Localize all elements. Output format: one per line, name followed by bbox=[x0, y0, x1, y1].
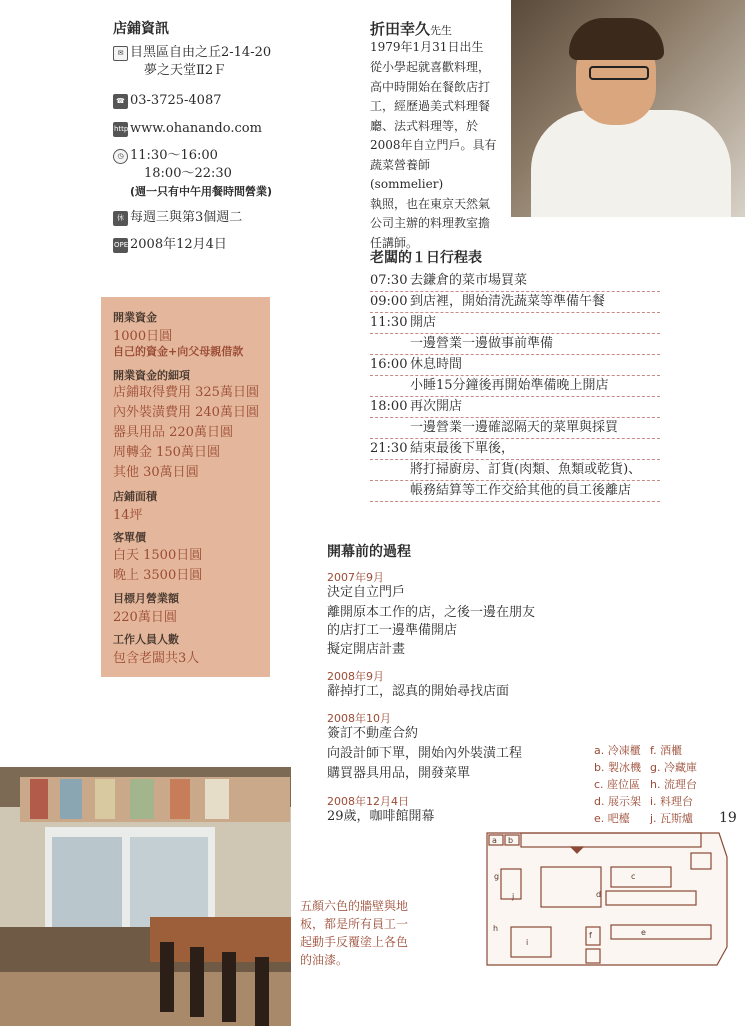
legend-item: d. 展示架 bbox=[594, 795, 641, 808]
price-night: 晚上 3500日圓 bbox=[113, 568, 203, 583]
process-text: 的店打工一邊準備開店 bbox=[327, 623, 458, 638]
plan-letter: c bbox=[631, 872, 636, 881]
legend-item: f. 酒櫃 bbox=[650, 744, 683, 757]
schedule-text: 一邊營業一邊確認隔天的菜單與採買 bbox=[410, 420, 619, 435]
schedule-row bbox=[370, 460, 660, 481]
schedule-row bbox=[370, 481, 660, 502]
schedule-text: 結束最後下單後， bbox=[410, 441, 515, 456]
bio-line: 工，經歷過美式料理餐 bbox=[370, 99, 491, 113]
process-text: 決定自立門戶 bbox=[327, 585, 406, 600]
sales-label: 目標月營業額 bbox=[113, 592, 179, 605]
floor-plan-legend bbox=[594, 742, 697, 827]
schedule-row bbox=[370, 271, 660, 292]
funding-detail-item: 器具用品 220萬日圓 bbox=[113, 425, 233, 440]
bio-line: 從小學起就喜歡料理， bbox=[370, 60, 491, 74]
address-line-1: 目黑區自由之丘2-14-20 bbox=[130, 45, 272, 60]
bio-line: 廳、法式料理等，於 bbox=[370, 118, 479, 133]
legend-item: h. 流理台 bbox=[650, 778, 697, 791]
process-text: 29歲，咖啡館開幕 bbox=[327, 809, 435, 824]
capital-note: 自己的資金+向父母親借款 bbox=[113, 345, 244, 358]
legend-item: i. 料理台 bbox=[650, 795, 694, 808]
owner-bio bbox=[370, 58, 502, 253]
legend-item: e. 吧檯 bbox=[594, 812, 630, 825]
process-heading: 開幕前的過程 bbox=[327, 544, 411, 560]
staff-label: 工作人員人數 bbox=[113, 633, 179, 646]
schedule-text: 開店 bbox=[410, 315, 437, 330]
funding-detail-item: 其他 30萬日圓 bbox=[113, 465, 199, 480]
owner-birth: 1979年1月31日出生 bbox=[370, 40, 484, 54]
schedule-text: 帳務結算等工作交給其他的員工後離店 bbox=[410, 483, 632, 498]
plan-letter: e bbox=[641, 928, 646, 937]
bio-line: 執照，也在東京天然氣 bbox=[370, 196, 491, 211]
caption-line: 的油漆。 bbox=[300, 953, 349, 967]
legend-item: b. 製冰機 bbox=[594, 761, 641, 774]
caption-line: 五顏六色的牆壁與地 bbox=[300, 899, 409, 913]
funding-detail-label: 開業資金的細項 bbox=[113, 369, 190, 382]
store-info-heading: 店鋪資訊 bbox=[113, 21, 169, 37]
process-date: 2008年12月4日 bbox=[327, 795, 409, 808]
schedule-row bbox=[370, 292, 660, 313]
plan-letter: j bbox=[512, 892, 515, 901]
process-text: 向設計師下單，開始內外裝潢工程 bbox=[327, 746, 523, 761]
schedule-text: 將打掃廚房、訂貨(肉類、魚類或乾貨)、 bbox=[410, 462, 642, 477]
legend-row bbox=[594, 776, 697, 793]
process-text: 離開原本工作的店，之後一邊在朋友 bbox=[327, 605, 536, 620]
capital-value: 1000日圓 bbox=[113, 329, 173, 344]
schedule-text: 休息時間 bbox=[410, 357, 463, 372]
bio-line: 公司主辦的料理教室擔 bbox=[370, 216, 491, 230]
funding-detail-item: 店鋪取得費用 325萬日圓 bbox=[113, 385, 259, 400]
schedule-row bbox=[370, 376, 660, 397]
photo-caption bbox=[300, 897, 430, 969]
schedule-row bbox=[370, 439, 660, 460]
process-text: 購買器具用品，開發菜單 bbox=[327, 766, 471, 781]
price-day: 白天 1500日圓 bbox=[113, 548, 203, 563]
owner-honorific: 先生 bbox=[430, 24, 453, 37]
floor-plan bbox=[481, 827, 733, 977]
schedule-time: 11:30 bbox=[370, 315, 408, 330]
address-line-2: 夢之天堂Ⅱ2Ｆ bbox=[144, 63, 227, 78]
closed-icon: 休 bbox=[113, 211, 128, 226]
process-text: 簽訂不動產合約 bbox=[327, 726, 419, 741]
funding-box bbox=[101, 297, 270, 677]
phone-icon: ☎ bbox=[113, 94, 128, 109]
area-value: 14坪 bbox=[113, 508, 143, 523]
legend-row bbox=[594, 759, 697, 776]
process-text: 辭掉打工，認真的開始尋找店面 bbox=[327, 684, 510, 699]
staff-value: 包含老闆共3人 bbox=[113, 651, 200, 666]
plan-letter: d bbox=[596, 890, 602, 899]
legend-row bbox=[594, 742, 697, 759]
hours-note: (週一只有中午用餐時間營業) bbox=[130, 185, 273, 198]
legend-item: j. 瓦斯爐 bbox=[650, 812, 694, 825]
closed-days: 每週三與第3個週二 bbox=[130, 210, 243, 225]
schedule-row bbox=[370, 397, 660, 418]
schedule-time: 07:30 bbox=[370, 273, 408, 288]
funding-detail-item: 內外裝潢費用 240萬日圓 bbox=[113, 405, 259, 420]
bio-line: 蔬菜營養師(sommelier) bbox=[370, 157, 444, 191]
price-label: 客單價 bbox=[113, 531, 146, 544]
bio-line: 2008年自立門戶。具有 bbox=[370, 138, 497, 152]
envelope-icon: ✉ bbox=[113, 46, 128, 61]
plan-letter: g bbox=[494, 872, 500, 881]
legend-row bbox=[594, 810, 697, 827]
schedule-text: 小睡15分鐘後再開始準備晚上開店 bbox=[410, 378, 609, 393]
legend-item: c. 座位區 bbox=[594, 778, 641, 791]
process-date: 2007年9月 bbox=[327, 571, 384, 584]
bio-line: 高中時開始在餐飲店打 bbox=[370, 79, 491, 94]
schedule-row bbox=[370, 355, 660, 376]
schedule-time: 21:30 bbox=[370, 441, 408, 456]
plan-letter: a bbox=[492, 836, 497, 845]
http-icon: http bbox=[113, 122, 128, 137]
funding-detail-list bbox=[113, 383, 259, 483]
plan-letter: h bbox=[493, 924, 499, 933]
schedule-heading: 老闆的１日行程表 bbox=[370, 250, 482, 266]
owner-photo bbox=[511, 0, 745, 217]
plan-letter: i bbox=[526, 938, 529, 947]
schedule-row bbox=[370, 313, 660, 334]
schedule-text: 一邊營業一邊做事前準備 bbox=[410, 336, 554, 351]
caption-line: 起動手反覆塗上各色 bbox=[300, 935, 409, 949]
schedule-text: 到店裡，開始清洗蔬菜等準備午餐 bbox=[410, 294, 606, 309]
schedule-row bbox=[370, 334, 660, 355]
opened-date: 2008年12月4日 bbox=[130, 237, 227, 252]
bio-line: 任講師。 bbox=[370, 235, 419, 250]
plan-letter: f bbox=[589, 931, 592, 940]
website-link[interactable]: www.ohanando.com bbox=[130, 121, 262, 136]
phone-number: 03-3725-4087 bbox=[130, 93, 222, 108]
schedule-list bbox=[370, 271, 660, 502]
process-text: 擬定開店計畫 bbox=[327, 642, 406, 657]
hours-line-2: 18:00～22:30 bbox=[144, 166, 232, 181]
interior-photo bbox=[0, 767, 291, 1026]
schedule-time: 16:00 bbox=[370, 357, 408, 372]
clock-icon: ◷ bbox=[113, 149, 128, 164]
hours-line-1: 11:30～16:00 bbox=[130, 148, 218, 163]
capital-label: 開業資金 bbox=[113, 311, 157, 324]
process-date: 2008年9月 bbox=[327, 670, 384, 683]
process-date: 2008年10月 bbox=[327, 712, 391, 725]
schedule-text: 再次開店 bbox=[410, 399, 463, 414]
open-icon: OPEN bbox=[113, 238, 128, 253]
plan-letter: b bbox=[508, 836, 514, 845]
area-label: 店鋪面積 bbox=[113, 490, 157, 503]
schedule-row bbox=[370, 418, 660, 439]
legend-row bbox=[594, 793, 697, 810]
schedule-text: 去鎌倉的菜市場買菜 bbox=[410, 273, 528, 288]
legend-item: a. 冷凍櫃 bbox=[594, 744, 641, 757]
caption-line: 板，都是所有員工一 bbox=[300, 917, 409, 931]
page-number: 19 bbox=[719, 810, 737, 826]
legend-item: g. 冷藏庫 bbox=[650, 761, 697, 774]
owner-name: 折田幸久先生 bbox=[370, 20, 453, 38]
schedule-time: 09:00 bbox=[370, 294, 408, 309]
schedule-time: 18:00 bbox=[370, 399, 408, 414]
funding-detail-item: 周轉金 150萬日圓 bbox=[113, 445, 220, 460]
sales-value: 220萬日圓 bbox=[113, 610, 177, 625]
